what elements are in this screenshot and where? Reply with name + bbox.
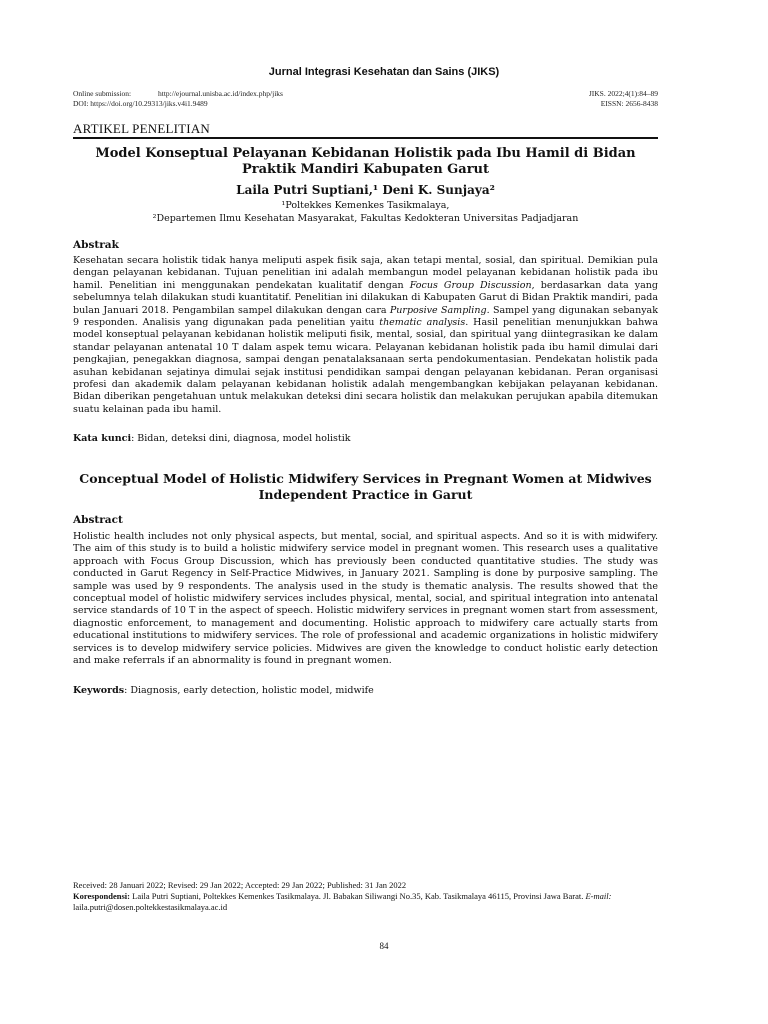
kata-kunci bbox=[73, 433, 658, 444]
abstract-body: Holistic health includes not only physical aspects, but mental, social, and spiritual aspects. And so it is with midwifery. The aim of this study is to build a holistic midwifery service model in pregnant women. This research uses a qualitative approach with Focus Group Discussion, which has previously been conducted quantitative studies. The study was conducted in Garut Regency in Self-Practice Midwives, in January 2021. Sampling is done by purposive sampling. The sample was used by 9 respondents. The analysis used in the study is thematic analysis. The results showed that the conceptual model of holistic midwifery services includes physical, mental, social, and spiritual integration into antenatal service standards of 10 T in the aspect of speech. Holistic midwifery services in pregnant women start from assessment, diagnostic enforcement, to management and documenting. Holistic approach to midwifery care actually starts from educational institutions to midwifery services. The role of professional and academic organizations in holistic midwifery services is to develop midwifery service policies. Midwives are given the knowledge to conduct holistic early detection and make referrals if an abnormality is found in pregnant women. bbox=[73, 531, 658, 667]
abstrak-text-3: . Sampel yang digunakan sebanyak 9 responden. Analisis yang digunakan pada penelitian yaitu bbox=[73, 304, 658, 329]
kata-kunci-label: Kata kunci bbox=[73, 433, 132, 444]
section-divider bbox=[73, 137, 658, 139]
affiliation-2: ²Departemen Ilmu Kesehatan Masyarakat, Fakultas Kedokteran Universitas Padjadjaran bbox=[152, 213, 579, 224]
abstrak-heading: Abstrak bbox=[73, 239, 119, 251]
correspondence bbox=[73, 891, 658, 913]
affiliation-1: ¹Poltekkes Kemenkes Tasikmalaya, bbox=[281, 200, 450, 211]
page-number: 84 bbox=[379, 941, 389, 951]
korespondensi-text: Laila Putri Suptiani, Poltekkes Kemenkes Tasikmalaya. Jl. Babakan Siliwangi No.35, Kab. Tasikmalaya 46115, Provinsi Jawa Barat. bbox=[130, 891, 586, 901]
abstrak-body bbox=[73, 255, 658, 416]
affiliations bbox=[73, 199, 658, 225]
kata-kunci-text: : Bidan, deteksi dini, diagnosa, model holistik bbox=[131, 433, 351, 444]
abstrak-italic-3: thematic analysis bbox=[379, 317, 466, 329]
abstrak-italic-1: Focus Group Discussion bbox=[409, 279, 532, 291]
footnotes bbox=[73, 880, 658, 913]
abstrak-text-1: Kesehatan secara holistik tidak hanya meliputi aspek fisik saja, akan tetapi mental, sosial, dan spiritual. Demikian pula dengan pelayanan kebidanan. Tujuan penelitian ini adalah membangun model pelayanan kebidanan holistik pada ibu hamil. Penelitian ini menggunakan pendekatan kualitatif dengan bbox=[73, 255, 658, 291]
doi-link[interactable]: DOI: https://doi.org/10.29313/jiks.v4i1.9489 bbox=[73, 99, 208, 108]
journal-title: Jurnal Integrasi Kesehatan dan Sains (JIKS) bbox=[268, 66, 500, 78]
abstrak-italic-2: Purposive Sampling bbox=[389, 304, 487, 316]
korespondensi-label: Korespondensi: bbox=[73, 891, 130, 901]
article-title-en: Conceptual Model of Holistic Midwifery Services in Pregnant Women at Midwives Independent Practice in Garut bbox=[79, 471, 652, 502]
section-label: ARTIKEL PENELITIAN bbox=[73, 121, 211, 136]
authors: Laila Putri Suptiani,¹ Deni K. Sunjaya² bbox=[236, 183, 495, 197]
citation: JIKS. 2022;4(1):84–89 bbox=[588, 89, 658, 98]
journal-citation-info bbox=[589, 89, 658, 109]
received-dates: Received: 28 Januari 2022; Revised: 29 Jan 2022; Accepted: 29 Jan 2022; Published: 31 Jan 2022 bbox=[73, 880, 407, 890]
online-submission-label: Online submission: bbox=[73, 89, 132, 98]
keywords bbox=[73, 685, 658, 696]
online-submission-url[interactable]: http://ejournal.unisba.ac.id/index.php/jiks bbox=[158, 89, 283, 98]
eissn: EISSN: 2656-8438 bbox=[600, 99, 658, 108]
submission-info bbox=[73, 89, 283, 109]
email-address[interactable]: laila.putri@dosen.poltekkestasikmalaya.ac.id bbox=[73, 902, 228, 912]
keywords-text: : Diagnosis, early detection, holistic model, midwife bbox=[124, 685, 374, 696]
article-title-id: Model Konseptual Pelayanan Kebidanan Holistik pada Ibu Hamil di Bidan Praktik Mandiri Kabupaten Garut bbox=[95, 146, 636, 177]
email-label: E-mail: bbox=[585, 891, 612, 901]
abstract-heading: Abstract bbox=[73, 514, 123, 526]
abstrak-text-4: . Hasil penelitian menunjukkan bahwa model konseptual pelayanan kebidanan holistik meliputi fisik, mental, sosial, dan spiritual yang diintegrasikan ke dalam standar pelayanan antenatal 10 T dalam aspek temu wicara. Pelayanan kebidanan holistik pada ibu hamil dimulai dari pengkajian, penegakkan diagnosa, sampai dengan penatalaksanaan serta pendokumentasian. Pendekatan holistik pada asuhan kebidanan sejatinya dimulai sejak institusi pendidikan sampai dengan pelayanan kebidanan. Peran organisasi profesi dan akademik dalam pelayanan kebidanan holistik adalah mengembangkan kebijakan pelayanan kebidanan. Bidan diberikan pengetahuan untuk melakukan deteksi dini secara holistik dan melakukan perujukan apabila ditemukan suatu kelainan pada ibu hamil. bbox=[73, 317, 658, 415]
abstrak-text-2: , berdasarkan data yang sebelumnya telah dilakukan studi kuantitatif. Penelitian ini dilakukan di Kabupaten Garut di Bidan Praktik mandiri, pada bulan Januari 2018. Pengambilan sampel dilakukan dengan cara bbox=[73, 279, 658, 316]
keywords-label: Keywords bbox=[73, 685, 125, 696]
